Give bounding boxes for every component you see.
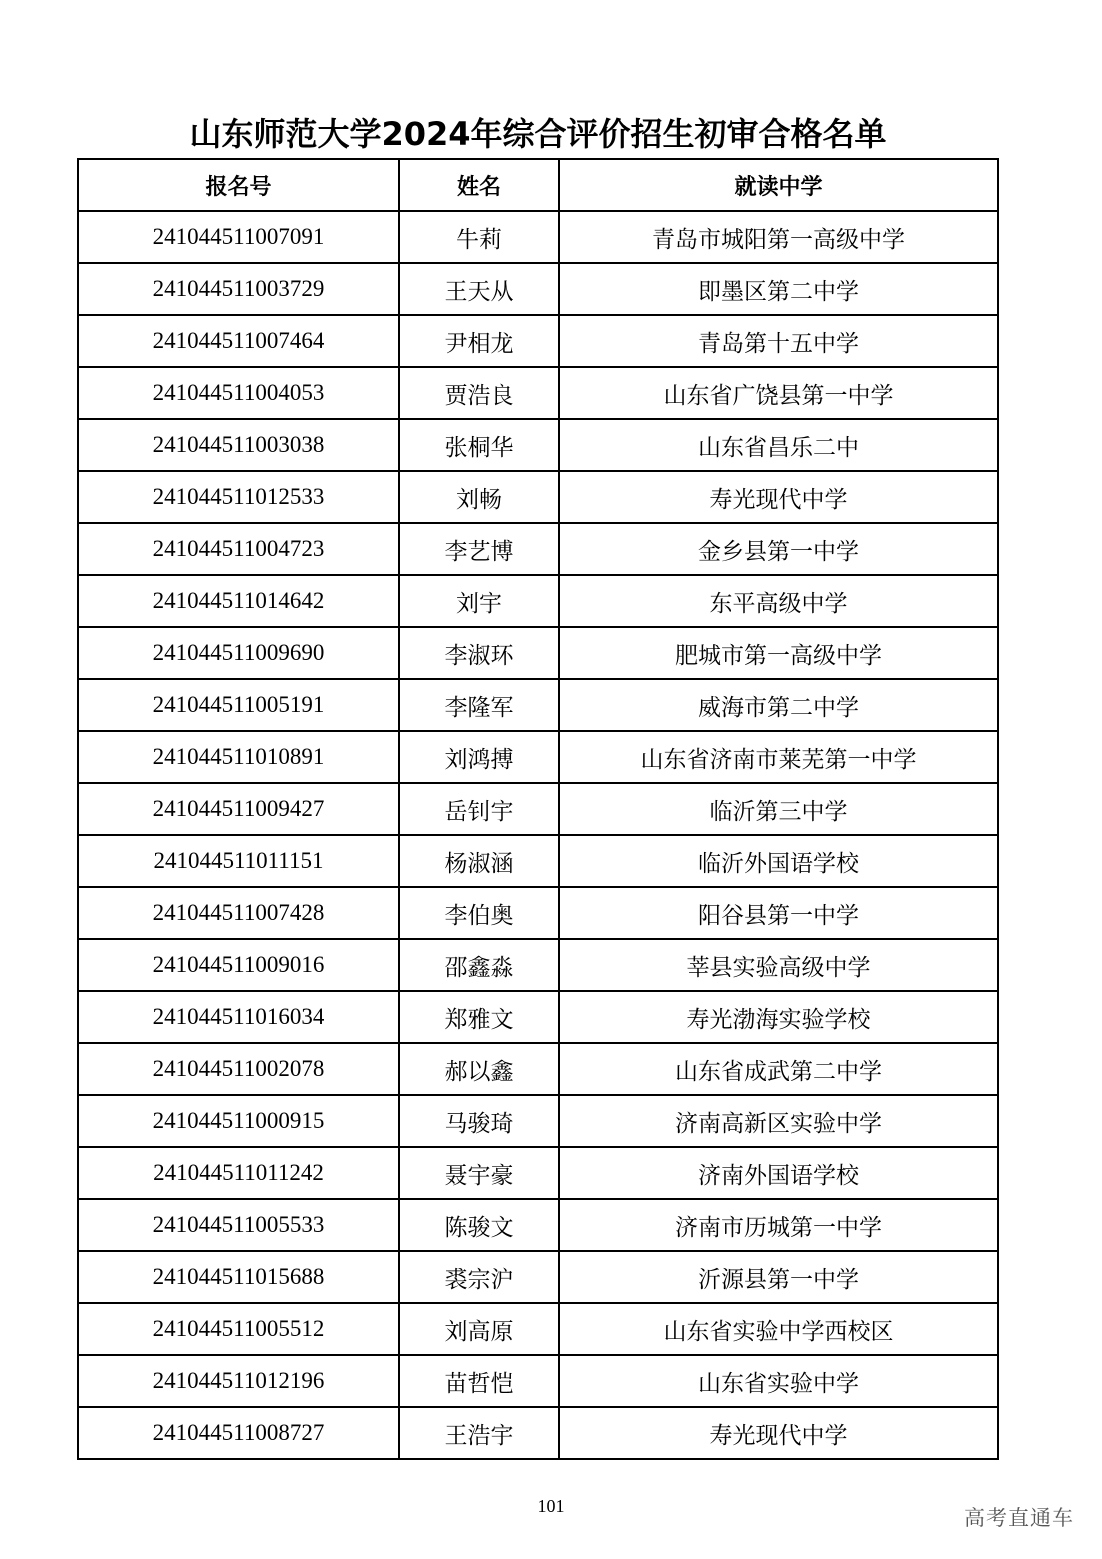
registration-number-cell: 241044511003038 [78, 419, 399, 471]
student-name-cell: 苗哲恺 [399, 1355, 559, 1407]
school-cell: 济南高新区实验中学 [559, 1095, 998, 1147]
registration-number-cell: 241044511005191 [78, 679, 399, 731]
registration-number-cell: 241044511007091 [78, 211, 399, 263]
table-row [78, 575, 998, 627]
registration-number-cell: 241044511005512 [78, 1303, 399, 1355]
table-header [78, 159, 998, 211]
school-cell: 济南外国语学校 [559, 1147, 998, 1199]
table-row [78, 471, 998, 523]
registration-number-cell: 241044511016034 [78, 991, 399, 1043]
student-name-cell: 王天从 [399, 263, 559, 315]
registration-number-cell: 241044511002078 [78, 1043, 399, 1095]
school-cell: 肥城市第一高级中学 [559, 627, 998, 679]
table-row [78, 367, 998, 419]
student-name-cell: 贾浩良 [399, 367, 559, 419]
page-number: 101 [537, 1496, 565, 1516]
table-row [78, 835, 998, 887]
student-name-cell: 邵鑫淼 [399, 939, 559, 991]
student-name-cell: 马骏琦 [399, 1095, 559, 1147]
registration-number-cell: 241044511000915 [78, 1095, 399, 1147]
watermark-text: 高考直通车 [964, 1506, 1074, 1530]
registration-number-cell: 241044511008727 [78, 1407, 399, 1459]
registration-number-cell: 241044511011151 [78, 835, 399, 887]
school-cell: 济南市历城第一中学 [559, 1199, 998, 1251]
registration-number-cell: 241044511015688 [78, 1251, 399, 1303]
registration-number-cell: 241044511012196 [78, 1355, 399, 1407]
student-name-cell: 刘鸿搏 [399, 731, 559, 783]
table-row [78, 991, 998, 1043]
school-cell: 即墨区第二中学 [559, 263, 998, 315]
column-header-school: 就读中学 [559, 159, 998, 211]
school-cell: 莘县实验高级中学 [559, 939, 998, 991]
student-name-cell: 李淑环 [399, 627, 559, 679]
student-name-cell: 杨淑涵 [399, 835, 559, 887]
table-row [78, 1355, 998, 1407]
school-cell: 寿光现代中学 [559, 471, 998, 523]
school-cell: 东平高级中学 [559, 575, 998, 627]
student-name-cell: 张桐华 [399, 419, 559, 471]
school-cell: 寿光现代中学 [559, 1407, 998, 1459]
table-row [78, 887, 998, 939]
table-row [78, 523, 998, 575]
student-name-cell: 李艺博 [399, 523, 559, 575]
school-cell: 山东省实验中学西校区 [559, 1303, 998, 1355]
registration-number-cell: 241044511004723 [78, 523, 399, 575]
school-cell: 山东省广饶县第一中学 [559, 367, 998, 419]
student-name-cell: 李隆军 [399, 679, 559, 731]
school-cell: 青岛第十五中学 [559, 315, 998, 367]
registration-number-cell: 241044511004053 [78, 367, 399, 419]
registration-number-cell: 241044511007464 [78, 315, 399, 367]
table-row [78, 939, 998, 991]
table-row [78, 1095, 998, 1147]
school-cell: 临沂第三中学 [559, 783, 998, 835]
school-cell: 山东省济南市莱芜第一中学 [559, 731, 998, 783]
school-cell: 威海市第二中学 [559, 679, 998, 731]
table-row [78, 1147, 998, 1199]
school-cell: 山东省昌乐二中 [559, 419, 998, 471]
registration-number-cell: 241044511009427 [78, 783, 399, 835]
student-name-cell: 岳钊宇 [399, 783, 559, 835]
school-cell: 金乡县第一中学 [559, 523, 998, 575]
school-cell: 沂源县第一中学 [559, 1251, 998, 1303]
table-row [78, 1199, 998, 1251]
student-name-cell: 刘畅 [399, 471, 559, 523]
registration-number-cell: 241044511005533 [78, 1199, 399, 1251]
school-cell: 寿光渤海实验学校 [559, 991, 998, 1043]
table-row [78, 315, 998, 367]
student-name-cell: 刘高原 [399, 1303, 559, 1355]
student-name-cell: 王浩宇 [399, 1407, 559, 1459]
student-name-cell: 刘宇 [399, 575, 559, 627]
student-name-cell: 聂宇豪 [399, 1147, 559, 1199]
school-cell: 青岛市城阳第一高级中学 [559, 211, 998, 263]
admission-list-table [77, 158, 999, 1460]
registration-number-cell: 241044511009016 [78, 939, 399, 991]
registration-number-cell: 241044511014642 [78, 575, 399, 627]
table-row [78, 783, 998, 835]
table-row [78, 211, 998, 263]
table-row [78, 1303, 998, 1355]
column-header-name: 姓名 [399, 159, 559, 211]
table-row [78, 1251, 998, 1303]
student-name-cell: 郑雅文 [399, 991, 559, 1043]
student-name-cell: 尹相龙 [399, 315, 559, 367]
student-name-cell: 裘宗沪 [399, 1251, 559, 1303]
school-cell: 山东省实验中学 [559, 1355, 998, 1407]
header-row [78, 159, 998, 211]
table-row [78, 679, 998, 731]
table-row [78, 627, 998, 679]
student-name-cell: 陈骏文 [399, 1199, 559, 1251]
student-name-cell: 牛莉 [399, 211, 559, 263]
table-row [78, 1407, 998, 1459]
table-row [78, 419, 998, 471]
registration-number-cell: 241044511010891 [78, 731, 399, 783]
registration-number-cell: 241044511011242 [78, 1147, 399, 1199]
registration-number-cell: 241044511007428 [78, 887, 399, 939]
school-cell: 阳谷县第一中学 [559, 887, 998, 939]
registration-number-cell: 241044511003729 [78, 263, 399, 315]
column-header-registration-number: 报名号 [78, 159, 399, 211]
student-name-cell: 郝以鑫 [399, 1043, 559, 1095]
registration-number-cell: 241044511009690 [78, 627, 399, 679]
document-title: 山东师范大学2024年综合评价招生初审合格名单 [189, 115, 887, 153]
table-row [78, 731, 998, 783]
table-row [78, 263, 998, 315]
school-cell: 山东省成武第二中学 [559, 1043, 998, 1095]
registration-number-cell: 241044511012533 [78, 471, 399, 523]
table-body [78, 211, 998, 1459]
school-cell: 临沂外国语学校 [559, 835, 998, 887]
student-name-cell: 李伯奥 [399, 887, 559, 939]
table-row [78, 1043, 998, 1095]
